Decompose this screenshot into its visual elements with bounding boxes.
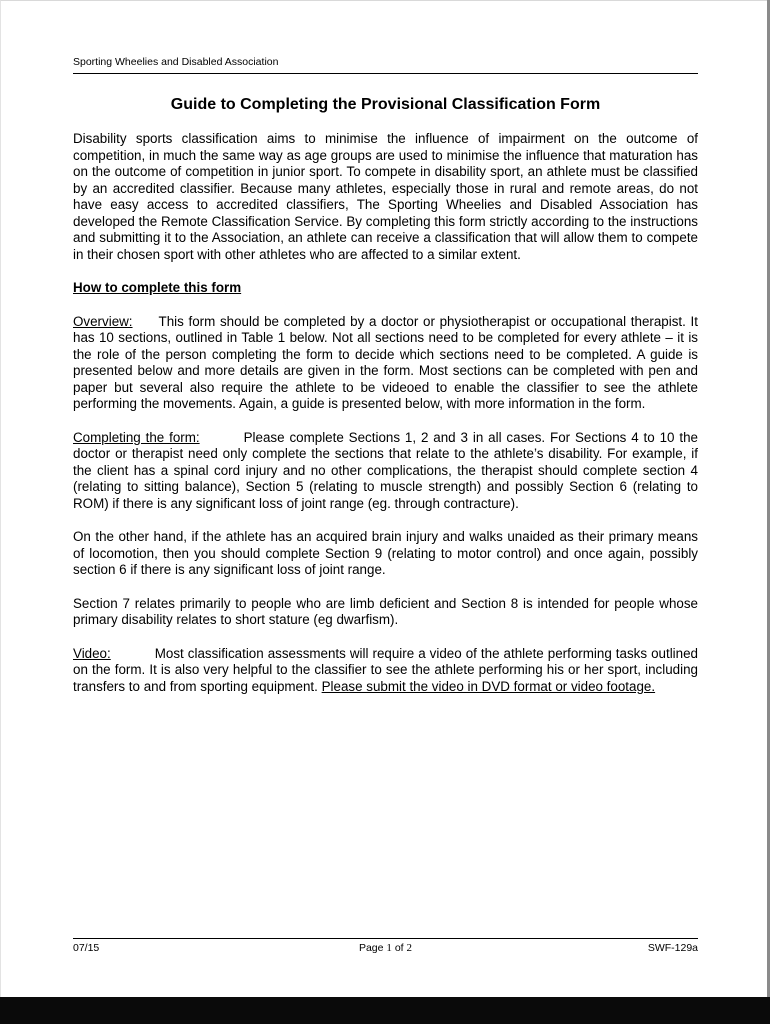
footer-total-pages: 2 — [406, 942, 413, 954]
tab-spacer — [111, 657, 155, 658]
overview-paragraph — [73, 314, 698, 413]
tab-spacer — [133, 325, 159, 326]
document-title: Guide to Completing the Provisional Classification Form — [170, 96, 601, 113]
video-underlined-sentence: Please submit the video in DVD format or video footage. — [321, 678, 656, 694]
completing-form-paragraph — [73, 430, 698, 513]
overview-text: This form should be completed by a doctor or physiotherapist or occupational therapist. It has 10 sections, outlined in Table 1 below. Not all sections need to be completed for every athlete – it is the role of the person completing the form to decide which sections need to be completed. A guide is presented below and more details are given in the form. Most sections can be completed with pen and paper but several also require the athlete to be videoed to enable the classifier to see the athlete performing the movements. Again, a guide is presented below, with more information in the form. — [73, 313, 698, 411]
footer-page-number: Page 1 of 2 — [358, 942, 413, 954]
footer-date: 07/15 — [73, 942, 100, 954]
scan-bottom-bar — [0, 997, 770, 1024]
section-heading: How to complete this form — [73, 280, 242, 295]
header-divider — [73, 73, 698, 74]
page-footer — [73, 938, 698, 954]
overview-label: Overview: — [73, 313, 133, 329]
intro-paragraph: Disability sports classification aims to minimise the influence of impairment on the outcome of competition, in much the same way as age groups are used to minimise the influence that maturation has on the outcome of competition in junior sport. To compete in disability sport, an athlete must be classified by an accredited classifier. Because many athletes, especially those in rural and remote areas, do not have easy access to accredited classifiers, The Sporting Wheelies and Disabled Association has developed the Remote Classification Service. By completing this form strictly according to the instructions and submitting it to the Association, an athlete can receive a classification that will allow them to compete in their chosen sport with other athletes who are affected to a similar extent. — [73, 131, 698, 262]
video-paragraph — [73, 646, 698, 696]
video-text: Most classification assessments will require a video of the athlete performing tasks outlined on the form. It is also very helpful to the classifier to see the athlete performing his or her sport, including transfers to and from sporting equipment. — [73, 645, 698, 694]
header-org-name: Sporting Wheelies and Disabled Association — [73, 56, 279, 68]
footer-current-page: 1 — [386, 942, 392, 954]
tab-spacer — [200, 441, 244, 442]
footer-form-code: SWF-129a — [647, 942, 698, 954]
page-header — [73, 57, 698, 68]
other-hand-paragraph: On the other hand, if the athlete has an acquired brain injury and walks unaided as their primary means of locomotion, then you should complete Section 9 (relating to motor control) and once again, possibly section 6 if there is any significant loss of joint range. — [73, 529, 698, 577]
video-label: Video: — [73, 645, 111, 661]
completing-form-text: Please complete Sections 1, 2 and 3 in all cases. For Sections 4 to 10 the doctor or therapist need only complete the sections that relate to the athlete’s disability. For example, if the client has a spinal cord injury and no other complications, the therapist should complete section 4 (relating to sitting balance), Section 5 (relating to muscle strength) and possibly Section 6 (relating to ROM) if there is any significant loss of joint range (eg. through contracture). — [73, 429, 699, 511]
completing-form-label: Completing the form: — [73, 429, 200, 445]
section7-paragraph: Section 7 relates primarily to people who are limb deficient and Section 8 is intended for people whose primary disability relates to short stature (eg dwarfism). — [73, 595, 698, 627]
